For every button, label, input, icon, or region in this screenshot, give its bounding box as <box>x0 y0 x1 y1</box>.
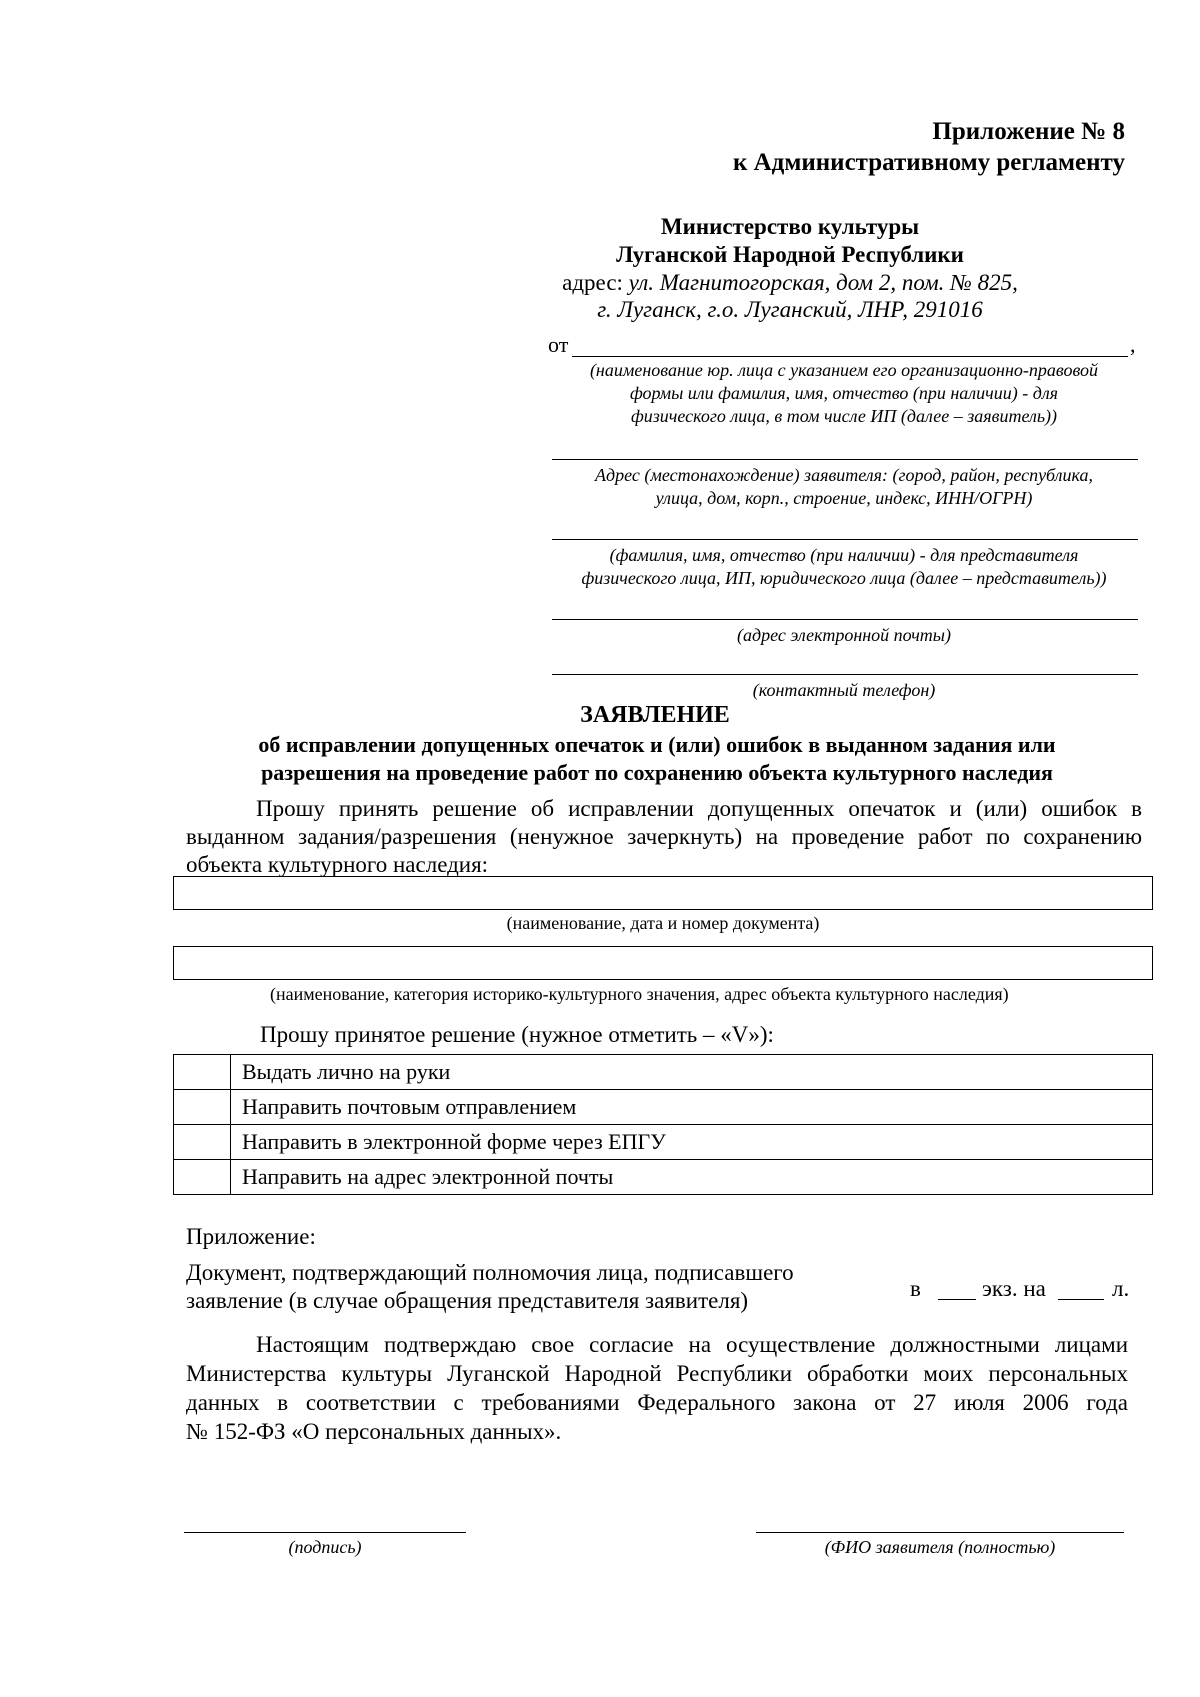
delivery-checkbox-post[interactable] <box>174 1090 231 1125</box>
attachment-copies-field[interactable] <box>938 1299 976 1300</box>
delivery-option-label: Направить в электронной форме через ЕПГУ <box>231 1125 1153 1160</box>
attachment-desc-2: заявление (в случае обращения представителя заявителя) <box>186 1288 749 1313</box>
request-line-3: объекта культурного наследия: <box>186 852 489 877</box>
fio-line[interactable] <box>756 1532 1124 1533</box>
applicant-name-hint-1: (наименование юр. лица с указанием его организационно-правовой <box>589 360 1099 380</box>
delivery-checkbox-email[interactable] <box>174 1160 231 1195</box>
address-prefix: адрес: <box>562 270 623 295</box>
statement-title: ЗАЯВЛЕНИЕ <box>580 702 730 728</box>
email-line[interactable] <box>552 619 1138 620</box>
attachment-in-label: в <box>910 1276 921 1301</box>
phone-line[interactable] <box>552 674 1138 675</box>
representative-line[interactable] <box>552 539 1138 540</box>
request-line-1: Прошу принять решение об исправлении допущенных опечаток и (или) ошибок в <box>256 796 1142 821</box>
request-line-2: выданном задания/разрешения (ненужное зачеркнуть) на проведение работ по сохранению <box>186 824 1142 849</box>
object-field[interactable] <box>173 946 1153 980</box>
consent-line-3: данных в соответствии с требованиями Федерального закона от 27 июля 2006 года <box>186 1390 1128 1415</box>
address-street: ул. Магнитогорская, дом 2, пом. № 825, <box>628 270 1018 295</box>
statement-subtitle-2: разрешения на проведение работ по сохранению объекта культурного наследия <box>261 760 1053 785</box>
from-label: от <box>548 332 569 357</box>
fio-hint: (ФИО заявителя (полностью) <box>824 1537 1056 1557</box>
applicant-name-hint-3: физического лица, в том числе ИП (далее – заявитель)) <box>630 406 1058 426</box>
delivery-checkbox-epgu[interactable] <box>174 1125 231 1160</box>
delivery-option-epgu[interactable] <box>174 1125 1153 1160</box>
consent-line-4: № 152-ФЗ «О персональных данных». <box>186 1419 562 1444</box>
delivery-option-label: Выдать лично на руки <box>231 1055 1153 1090</box>
consent-line-2: Министерства культуры Луганской Народной Республики обработки моих персональных <box>186 1361 1128 1386</box>
delivery-options-table <box>173 1054 1153 1195</box>
email-hint: (адрес электронной почты) <box>737 625 951 645</box>
representative-hint-2: физического лица, ИП, юридического лица (далее – представитель)) <box>581 568 1107 588</box>
representative-hint-1: (фамилия, имя, отчество (при наличии) - для представителя <box>609 545 1079 565</box>
delivery-option-email[interactable] <box>174 1160 1153 1195</box>
attachment-sheets-field[interactable] <box>1058 1299 1104 1300</box>
delivery-prompt: Прошу принятое решение (нужное отметить – «V»): <box>260 1022 774 1047</box>
statement-subtitle-1: об исправлении допущенных опечаток и (или) ошибок в выданном задания или <box>258 732 1056 757</box>
addressee-address-line-2: г. Луганск, г.о. Луганский, ЛНР, 291016 <box>597 297 983 322</box>
signature-line[interactable] <box>184 1532 466 1533</box>
addressee-address-line-1 <box>540 270 1040 296</box>
applicant-name-line[interactable] <box>572 356 1128 357</box>
applicant-name-hint-2: формы или фамилия, имя, отчество (при наличии) - для <box>629 383 1059 403</box>
attachment-copies-label: экз. на <box>982 1276 1046 1301</box>
document-field-hint: (наименование, дата и номер документа) <box>506 913 820 933</box>
addressee-line-2: Луганской Народной Республики <box>616 242 964 267</box>
phone-hint: (контактный телефон) <box>752 680 936 700</box>
signature-hint: (подпись) <box>288 1537 362 1557</box>
applicant-address-hint-1: Адрес (местонахождение) заявителя: (город, район, республика, <box>595 465 1093 485</box>
appendix-subtitle: к Административному регламенту <box>732 149 1125 176</box>
appendix-title: Приложение № 8 <box>932 118 1125 145</box>
consent-line-1: Настоящим подтверждаю свое согласие на осуществление должностными лицами <box>256 1332 1128 1357</box>
delivery-checkbox-in-person[interactable] <box>174 1055 231 1090</box>
attachment-heading: Приложение: <box>186 1224 316 1249</box>
object-field-hint: (наименование, категория историко-культурного значения, адрес объекта культурного наследия) <box>270 984 1009 1004</box>
delivery-option-in-person[interactable] <box>174 1055 1153 1090</box>
addressee-line-1: Министерство культуры <box>660 214 920 239</box>
delivery-option-post[interactable] <box>174 1090 1153 1125</box>
delivery-option-label: Направить почтовым отправлением <box>231 1090 1153 1125</box>
document-field[interactable] <box>173 876 1153 910</box>
delivery-option-label: Направить на адрес электронной почты <box>231 1160 1153 1195</box>
from-comma: , <box>1130 332 1136 357</box>
attachment-desc-1: Документ, подтверждающий полномочия лица, подписавшего <box>186 1260 794 1285</box>
applicant-address-line[interactable] <box>552 459 1138 460</box>
applicant-address-hint-2: улица, дом, корп., строение, индекс, ИНН/ОГРН) <box>655 488 1033 508</box>
attachment-sheets-label: л. <box>1112 1276 1130 1301</box>
